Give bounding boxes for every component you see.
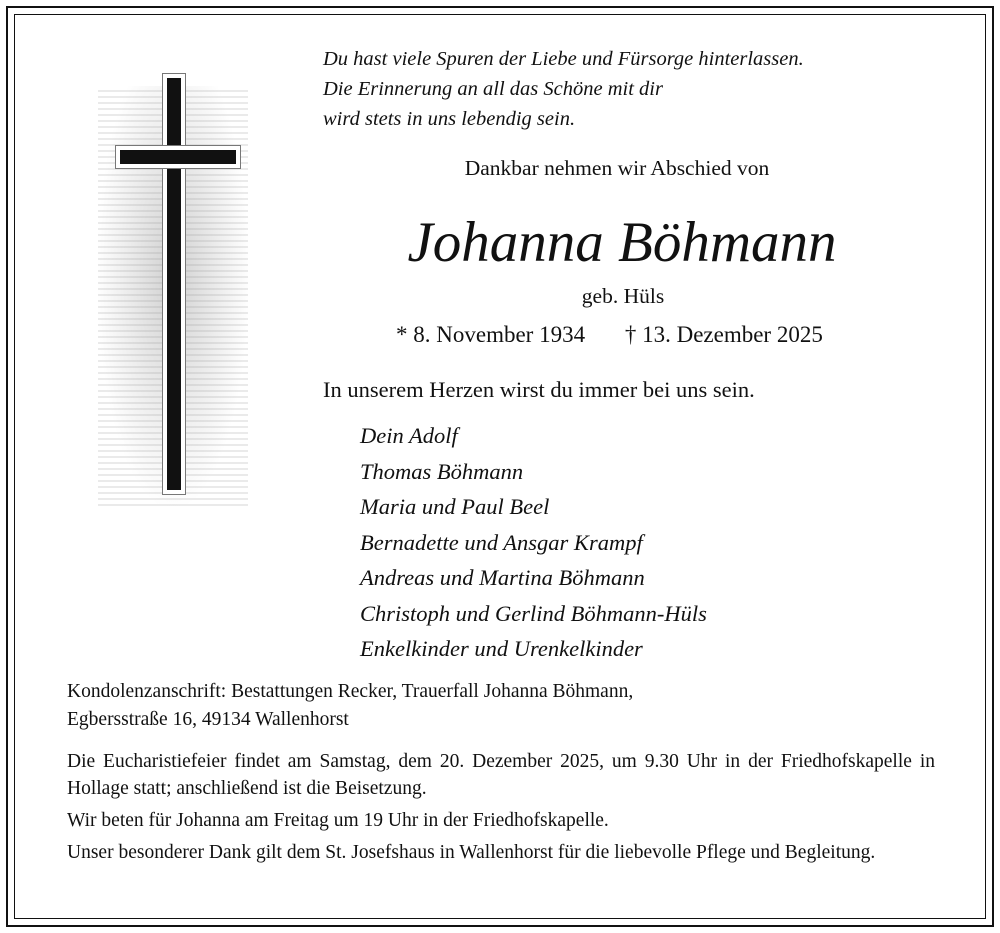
life-dates (396, 322, 823, 348)
service-note: Unser besonderer Dank gilt dem St. Josefshaus in Wallenhorst für die liebevolle Pflege und Begleitung. (67, 842, 876, 863)
quote-line: Du hast viele Spuren der Liebe und Fürsorge hinterlassen. (323, 48, 804, 70)
memorial-quote (323, 44, 804, 134)
mourners-list (360, 418, 707, 667)
mourner-entry: Christoph und Gerlind Böhmann-Hüls (360, 600, 707, 626)
maiden-name: geb. Hüls (581, 284, 665, 308)
service-note: Wir beten für Johanna am Freitag um 19 Uhr in der Friedhofskapelle. (67, 810, 609, 831)
deceased-name: Johanna Böhmann (407, 211, 837, 274)
farewell-intro: Dankbar nehmen wir Abschied von (464, 156, 770, 180)
service-notes (67, 748, 935, 866)
birth-date: * 8. November 1934 (396, 322, 586, 347)
mourner-entry: Enkelkinder und Urenkelkinder (360, 636, 643, 661)
condolence-line: Kondolenzanschrift: Bestattungen Recker, Trauerfall Johanna Böhmann, (67, 681, 634, 702)
condolence-address (67, 678, 633, 733)
mourner-entry: Thomas Böhmann (360, 458, 524, 484)
quote-line: wird stets in uns lebendig sein. (323, 108, 576, 130)
mourner-entry: Andreas und Martina Böhmann (360, 565, 645, 590)
death-date: † 13. Dezember 2025 (624, 322, 823, 347)
mourner-entry: Bernadette und Ansgar Krampf (360, 529, 643, 555)
remembrance-verse: In unserem Herzen wirst du immer bei uns sein. (323, 377, 755, 402)
condolence-line: Egbersstraße 16, 49134 Wallenhorst (67, 708, 349, 730)
mourner-entry: Dein Adolf (360, 423, 458, 448)
quote-line: Die Erinnerung an all das Schöne mit dir (323, 78, 663, 100)
service-note: Die Eucharistiefeier findet am Samstag, dem 20. Dezember 2025, um 9.30 Uhr in der Friedhofskapelle in Hollage statt; anschließend ist die Beisetzung. (67, 751, 935, 799)
mourner-entry: Maria und Paul Beel (360, 494, 550, 519)
